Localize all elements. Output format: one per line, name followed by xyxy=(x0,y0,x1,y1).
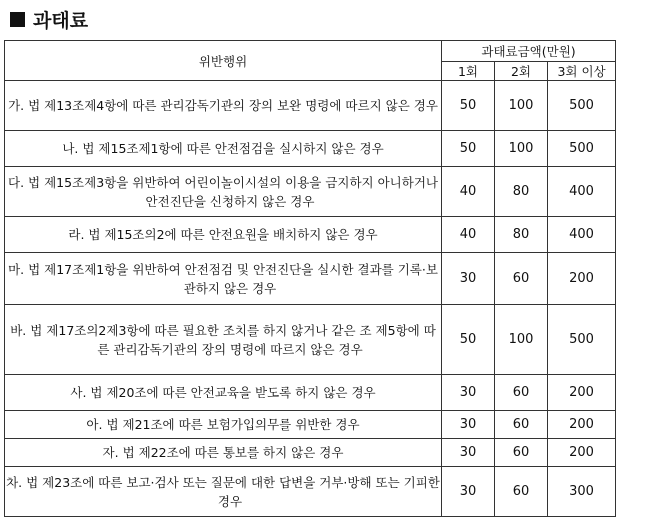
amount-third: 200 xyxy=(548,253,616,305)
violation-cell: 사. 법 제20조에 따른 안전교육을 받도록 하지 않은 경우 xyxy=(5,375,442,411)
amount-second: 80 xyxy=(495,167,548,217)
amount-third: 500 xyxy=(548,81,616,131)
amount-second: 100 xyxy=(495,305,548,375)
violation-cell: 라. 법 제15조의2에 따른 안전요원을 배치하지 않은 경우 xyxy=(5,217,442,253)
table-row xyxy=(5,411,616,439)
amount-second: 100 xyxy=(495,81,548,131)
amount-third: 400 xyxy=(548,167,616,217)
amount-second: 60 xyxy=(495,467,548,517)
header-amount-group: 과태료금액(만원) xyxy=(442,41,616,62)
amount-first: 30 xyxy=(442,375,495,411)
amount-third: 200 xyxy=(548,439,616,467)
violation-cell: 나. 법 제15조제1항에 따른 안전점검을 실시하지 않은 경우 xyxy=(5,131,442,167)
amount-first: 40 xyxy=(442,167,495,217)
violation-cell: 바. 법 제17조의2제3항에 따른 필요한 조치를 하지 않거나 같은 조 제5항에 따른 관리감독기관의 장의 명령에 따르지 않은 경우 xyxy=(5,305,442,375)
amount-second: 60 xyxy=(495,411,548,439)
amount-third: 500 xyxy=(548,131,616,167)
amount-second: 60 xyxy=(495,375,548,411)
header-third: 3회 이상 xyxy=(548,62,616,81)
amount-third: 400 xyxy=(548,217,616,253)
header-violation: 위반행위 xyxy=(5,41,442,81)
amount-third: 200 xyxy=(548,411,616,439)
amount-first: 40 xyxy=(442,217,495,253)
amount-third: 200 xyxy=(548,375,616,411)
amount-first: 50 xyxy=(442,131,495,167)
violation-cell: 아. 법 제21조에 따른 보험가입의무를 위반한 경우 xyxy=(5,411,442,439)
black-square-icon xyxy=(10,12,25,27)
amount-first: 50 xyxy=(442,81,495,131)
table-row xyxy=(5,81,616,131)
violation-cell: 다. 법 제15조제3항을 위반하여 어린이놀이시설의 이용을 금지하지 아니하거나 안전진단을 신청하지 않은 경우 xyxy=(5,167,442,217)
table-row xyxy=(5,305,616,375)
amount-second: 80 xyxy=(495,217,548,253)
amount-first: 30 xyxy=(442,467,495,517)
amount-first: 30 xyxy=(442,411,495,439)
amount-first: 30 xyxy=(442,253,495,305)
violation-cell: 마. 법 제17조제1항을 위반하여 안전점검 및 안전진단을 실시한 결과를 기록·보관하지 않은 경우 xyxy=(5,253,442,305)
section-heading xyxy=(10,6,88,32)
header-second: 2회 xyxy=(495,62,548,81)
table-row xyxy=(5,439,616,467)
table-row xyxy=(5,131,616,167)
table-row xyxy=(5,217,616,253)
fine-table xyxy=(4,40,616,517)
section-title: 과태료 xyxy=(33,9,89,32)
violation-cell: 가. 법 제13조제4항에 따른 관리감독기관의 장의 보완 명령에 따르지 않은 경우 xyxy=(5,81,442,131)
amount-second: 100 xyxy=(495,131,548,167)
violation-cell: 차. 법 제23조에 따른 보고·검사 또는 질문에 대한 답변을 거부·방해 또는 기피한 경우 xyxy=(5,467,442,517)
amount-first: 30 xyxy=(442,439,495,467)
table-row xyxy=(5,375,616,411)
header-first: 1회 xyxy=(442,62,495,81)
table-row xyxy=(5,253,616,305)
amount-third: 500 xyxy=(548,305,616,375)
amount-third: 300 xyxy=(548,467,616,517)
amount-second: 60 xyxy=(495,253,548,305)
table-row xyxy=(5,467,616,517)
amount-first: 50 xyxy=(442,305,495,375)
violation-cell: 자. 법 제22조에 따른 통보를 하지 않은 경우 xyxy=(5,439,442,467)
table-row xyxy=(5,167,616,217)
amount-second: 60 xyxy=(495,439,548,467)
